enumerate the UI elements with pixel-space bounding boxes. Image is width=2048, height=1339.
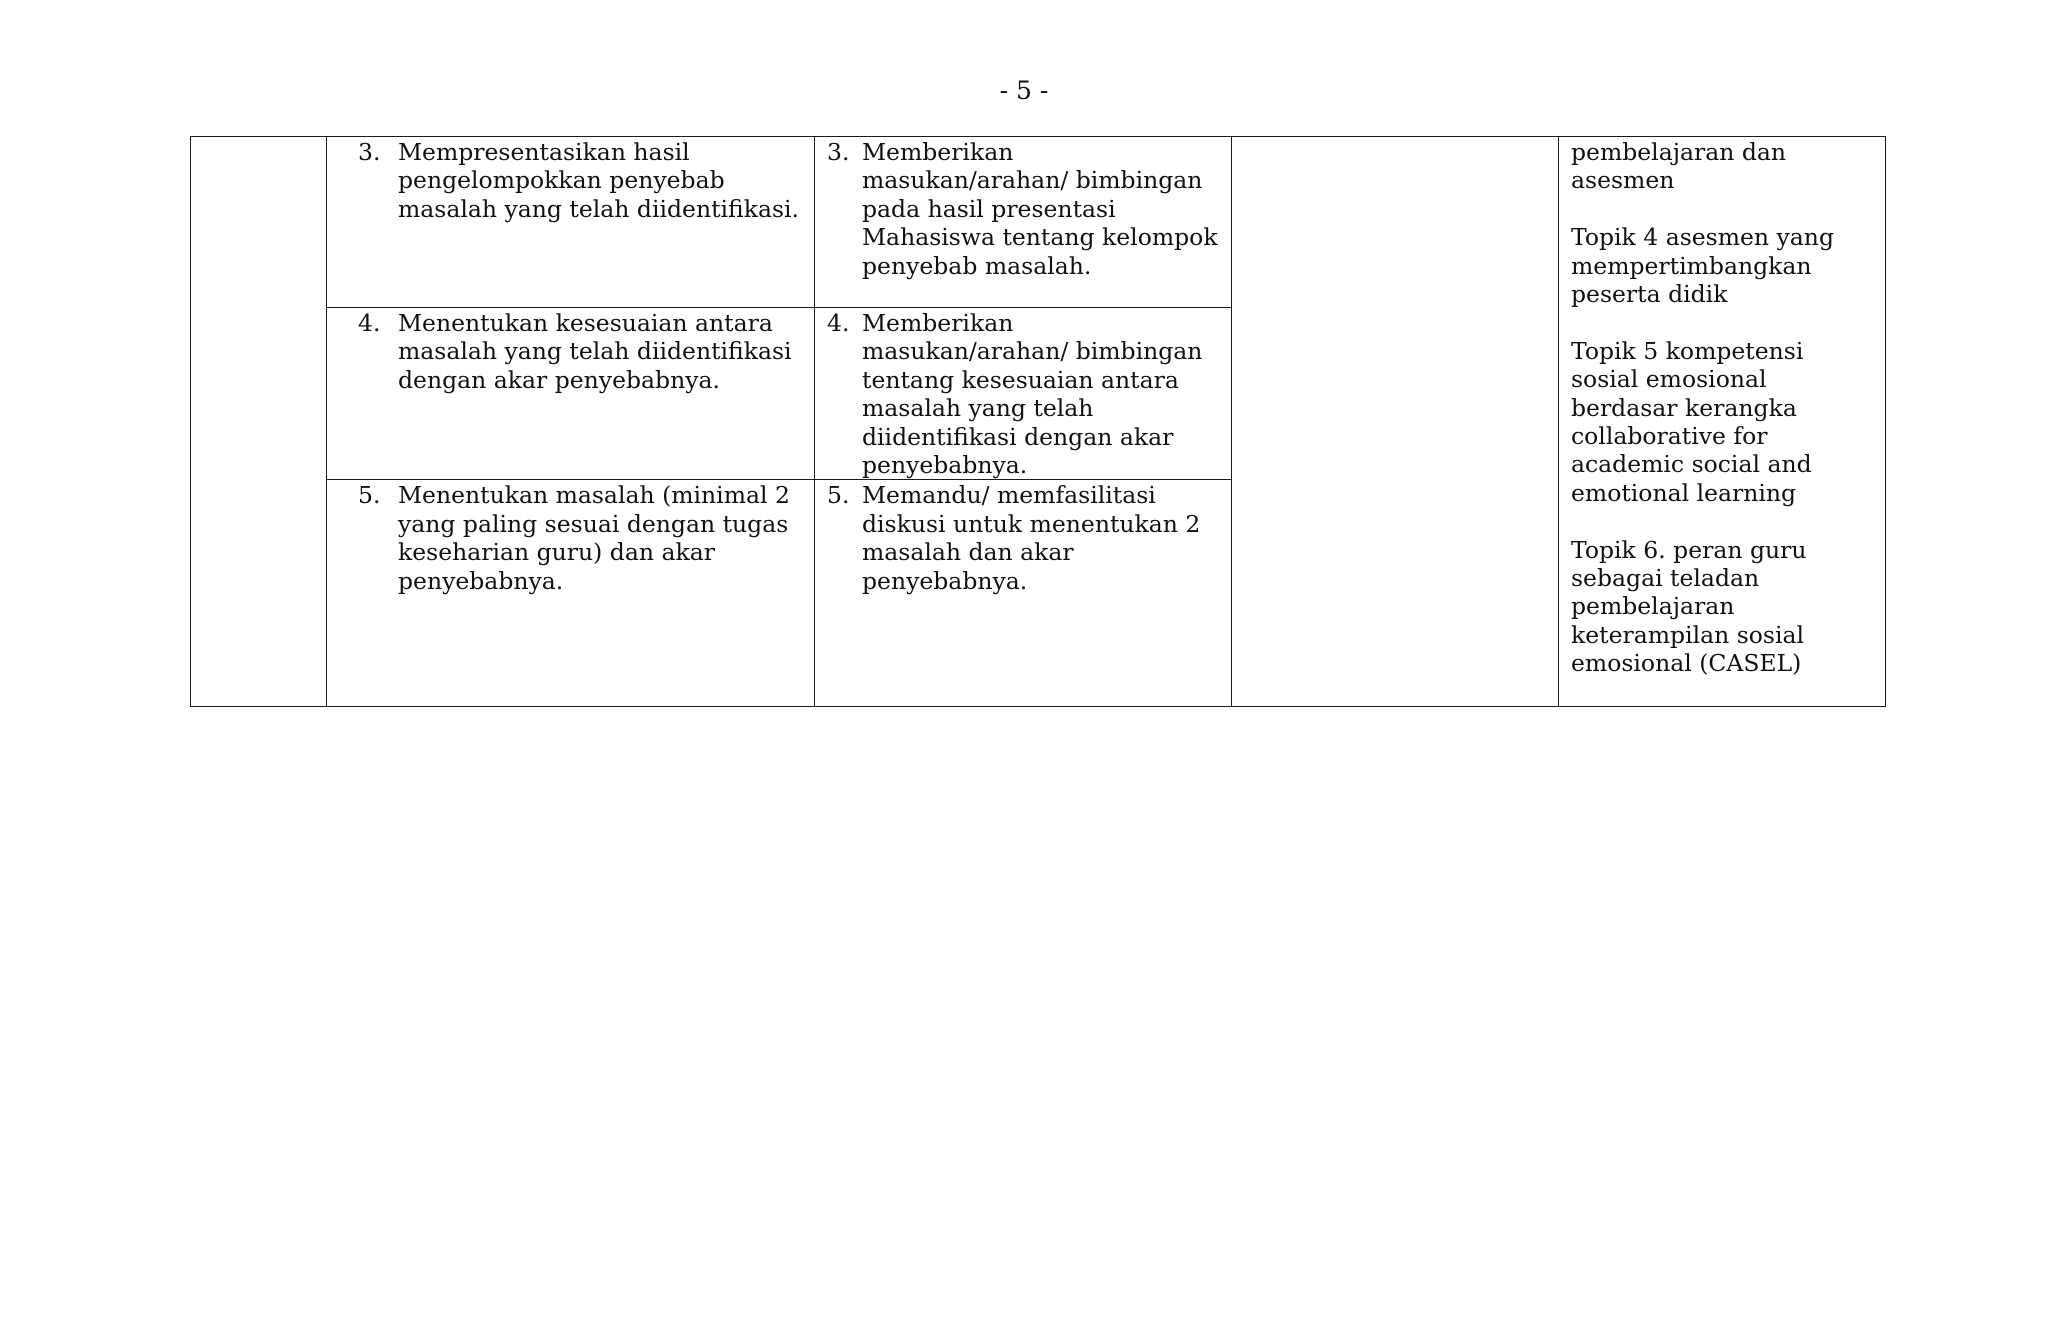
list-item	[815, 308, 1231, 479]
topic-item: Topik 6. peran guru sebagai teladan pembelajaran keterampilan sosial emosional (CASEL)	[1571, 535, 1807, 678]
list-item	[327, 137, 814, 223]
lecturer-activity-cell	[815, 308, 1232, 480]
list-item	[327, 308, 814, 394]
activity-table	[190, 136, 1886, 707]
item-text: Menentukan masalah (minimal 2 yang paling sesuai dengan tugas keseharian guru) dan akar penyebabnya.	[398, 481, 790, 595]
item-number: 5.	[827, 481, 850, 510]
item-number: 3.	[358, 138, 381, 166]
empty-fourth-column-cell	[1232, 137, 1559, 707]
topics-list	[1559, 137, 1885, 678]
topic-item: Topik 4 asesmen yang mempertimbangkan peserta didik	[1571, 223, 1834, 309]
item-text: Memberikan masukan/arahan/ bimbingan tentang kesesuaian antara masalah yang telah diidentifikasi dengan akar penyebabnya.	[862, 309, 1203, 480]
item-text: Memberikan masukan/arahan/ bimbingan pada hasil presentasi Mahasiswa tentang kelompok penyebab masalah.	[862, 138, 1218, 280]
item-text: Mempresentasikan hasil pengelompokkan penyebab masalah yang telah diidentifikasi.	[398, 138, 800, 223]
student-activity-cell	[327, 137, 815, 308]
page-number: - 5 -	[999, 76, 1049, 105]
table-row	[191, 137, 1886, 308]
list-item	[327, 480, 814, 595]
item-number: 4.	[827, 309, 850, 337]
list-item	[815, 480, 1231, 595]
topics-cell	[1559, 137, 1886, 707]
item-number: 4.	[358, 309, 381, 337]
student-activity-cell	[327, 308, 815, 480]
topic-item: Topik 5 kompetensi sosial emosional berdasar kerangka collaborative for academic social and emotional learning	[1571, 336, 1812, 507]
item-number: 5.	[358, 481, 381, 510]
item-number: 3.	[827, 138, 850, 166]
lecturer-activity-cell	[815, 480, 1232, 707]
item-text: Memandu/ memfasilitasi diskusi untuk menentukan 2 masalah dan akar penyebabnya.	[862, 481, 1201, 595]
empty-first-column-cell	[191, 137, 327, 707]
list-item	[815, 137, 1231, 280]
topic-item: pembelajaran dan asesmen	[1571, 138, 1787, 195]
lecturer-activity-cell	[815, 137, 1232, 308]
item-text: Menentukan kesesuaian antara masalah yang telah diidentifikasi dengan akar penyebabnya.	[398, 309, 792, 394]
student-activity-cell	[327, 480, 815, 707]
